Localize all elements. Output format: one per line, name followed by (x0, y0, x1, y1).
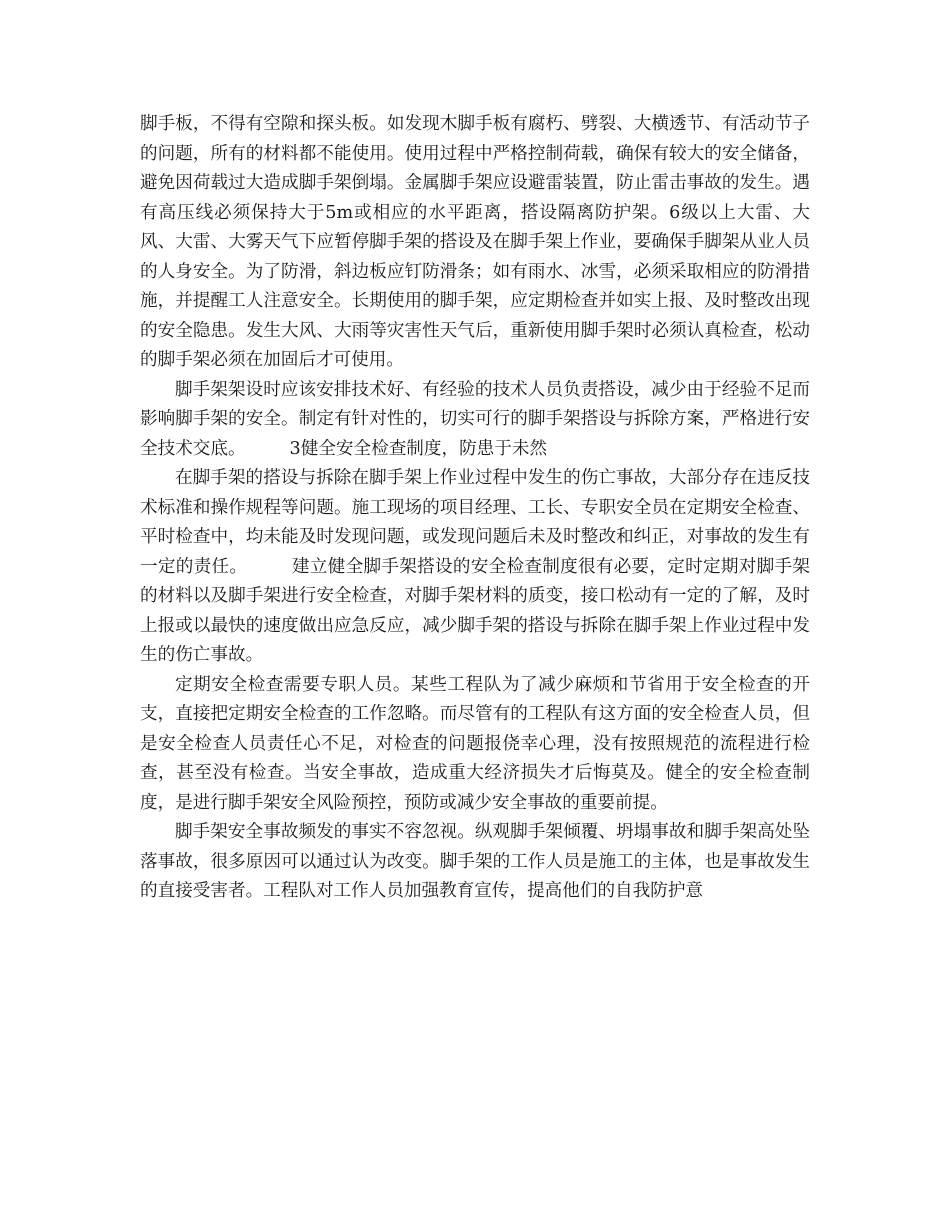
paragraph-2: 脚手架架设时应该安排技术好、有经验的技术人员负责搭设，减少由于经验不足而影响脚手架的安全。制定有针对性的，切实可行的脚手架搭设与拆除方案，严格进行安全技术交底。 3健全安全检查制度，防患于未然 (140, 379, 810, 459)
paragraph-1: 脚手板，不得有空隙和探头板。如发现木脚手板有腐朽、劈裂、大横透节、有活动节子的问题，所有的材料都不能使用。使用过程中严格控制荷载，确保有较大的安全储备，避免因荷载过大造成脚手架倒塌。金属脚手架应设避雷装置，防止雷击事故的发生。遇有高压线必须保持大于5m或相应的水平距离，搭设隔离防护架。6级以上大雷、大风、大雷、大雾天气下应暂停脚手架的搭设及在脚手架上作业，要确保手脚架从业人员的人身安全。为了防滑，斜边板应钉防滑条；如有雨水、冰雪，必须采取相应的防滑措施，并提醒工人注意安全。长期使用的脚手架，应定期检查并如实上报、及时整改出现的安全隐患。发生大风、大雨等灾害性天气后，重新使用脚手架时必须认真检查，松动的脚手架必须在加固后才可使用。 (140, 114, 810, 370)
body-text (140, 110, 810, 907)
paragraph-5: 脚手架安全事故频发的事实不容忽视。纵观脚手架倾覆、坍塌事故和脚手架高处坠落事故，很多原因可以通过认为改变。脚手架的工作人员是施工的主体，也是事故发生的直接受害者。工程队对工作人员加强教育宣传，提高他们的自我防护意 (140, 822, 810, 901)
paragraph-3: 在脚手架的搭设与拆除在脚手架上作业过程中发生的伤亡事故，大部分存在违反技术标准和操作规程等问题。施工现场的项目经理、工长、专职安全员在定期安全检查、平时检查中，均未能及时发现问题，或发现问题后未及时整改和纠正，对事故的发生有一定的责任。 建立健全脚手架搭设的安全检查制度很有必要，定时定期对脚手架的材料以及脚手架进行安全检查，对脚手架材料的质变，接口松动有一定的了解，及时上报或以最快的速度做出应急反应，减少脚手架的搭设与拆除在脚手架上作业过程中发生的伤亡事故。 (140, 468, 810, 665)
paragraph-4: 定期安全检查需要专职人员。某些工程队为了减少麻烦和节省用于安全检查的开支，直接把定期安全检查的工作忽略。而尽管有的工程队有这方面的安全检查人员，但是安全检查人员责任心不足，对检查的问题报侥幸心理，没有按照规范的流程进行检查，甚至没有检查。当安全事故，造成重大经济损失才后悔莫及。健全的安全检查制度，是进行脚手架安全风险预控，预防或减少安全事故的重要前提。 (140, 674, 810, 813)
